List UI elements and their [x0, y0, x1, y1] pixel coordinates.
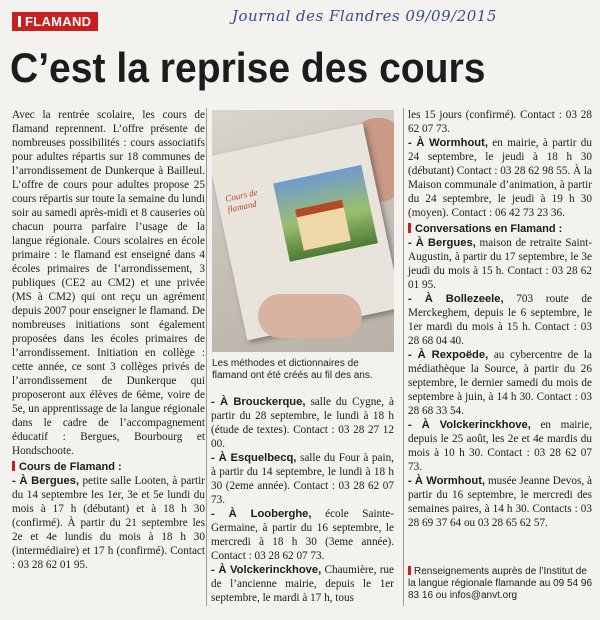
entry-looberghe: - À Looberghe, école Sainte-Germaine, à partir du 16 septembre, le mercredi à 18 h 30 (3eme année). Contact : 03 28 62 07 73.	[211, 508, 394, 562]
column-1	[12, 108, 205, 572]
entry-brouckerque: - À Brouckerque, salle du Cygne, à partir du 28 septembre, le lundi à 18 h (étude de textes). Contact : 03 28 27 12 00.	[211, 396, 394, 450]
entry-esquelbecq: - À Esquelbecq, salle du Four à pain, à partir du 14 septembre, le lundi à 18 h 30 (2eme année). Contact : 03 28 62 07 73.	[211, 452, 394, 506]
column-rule-left	[206, 108, 207, 606]
entry-wormhout: - À Wormhout, en mairie, à partir du 24 septembre, le jeudi à 18 h 30 (débutant) Contact : 03 28 62 98 55. À la Maison communale d’animation, à partir du 24 septembre, le jeudi à 19 h 30 (moyen). Contact : 06 42 73 23 36.	[408, 137, 592, 219]
column-2	[211, 395, 394, 605]
info-box: Renseignements auprès de l’Institut de la langue régionale flamande au 09 54 96 83 16 ou infos@anvt.org	[408, 566, 593, 601]
conv-rexpoede: - À Rexpoëde, au cybercentre de la médiathèque la Source, à partir du 26 septembre, le dernier samedi du mois de septembre à juin, à 14 h 30. Contact : 03 28 68 33 54.	[408, 349, 592, 417]
section-title-cours: Cours de Flamand :	[12, 460, 205, 474]
photo	[212, 110, 394, 352]
intro-paragraph: Avec la rentrée scolaire, les cours de flamand reprennent. L’offre présente de nombreuses possibilités : cours associatifs pour adultes répartis sur 18 communes de l’arrondissement de Dunkerque à Bailleul. L’offre de cours pour adultes propose 25 cours répartis sur toute la semaine du lundi soir au samedi après-midi et 8 causeries où chacun pourra parfaire l’usage de la langue régionale. Cours scolaires en école primaire : le flamand est enseigné dans 4 écoles primaires de l’arrondissement, 3 publiques (CE2 au CM2) et une privée (MS à CM2) qui ont reçu un agrément depuis 2007 pour enseigner le flamand. De nombreuses initiations sont également proposées dans les écoles primaires de l’arrondissement. Initiation en collège : cette année, ce sont 3 collèges privés de l’arrondissement de Dunkerque qui proposeront aux élèves de 6ème, voire de 5e, un apprentissage de la langue régionale dans le cadre de l’accompagnement éducatif : Bergues, Bourbourg et Hondschoote.	[12, 109, 205, 457]
conv-wormhout: - À Wormhout, musée Jeanne Devos, à partir du 16 septembre, le mercredi des semaines paires, à 14 h 30. Contacts : 03 28 69 37 64 ou 03 28 65 62 57.	[408, 475, 592, 529]
photo-hand-lower	[258, 294, 362, 338]
conv-volckerinckhove: - À Volckerinckhove, en mairie, depuis le 25 août, les 2e et 4e mardis du mois à 10 h 30. Contact : 03 28 62 07 73.	[408, 419, 592, 473]
section-tag-label: FLAMAND	[25, 14, 92, 29]
section-tag	[12, 12, 98, 31]
book-title: Cours de flamand	[224, 187, 259, 215]
photo-caption: Les méthodes et dictionnaires de flamand ont été créés au fil des ans.	[212, 358, 373, 381]
column-3	[408, 108, 592, 530]
continued-text: les 15 jours (confirmé). Contact : 03 28 62 07 73.	[408, 109, 592, 135]
section-title-conversations: Conversations en Flamand :	[408, 222, 592, 236]
entry-volckerinckhove: - À Volckerinckhove, Chaumière, rue de l’ancienne mairie, depuis le 1er septembre, le mardi à 17 h, tous	[211, 564, 394, 604]
conv-bollezeele: - À Bollezeele, 703 route de Merckeghem, depuis le 6 septembre, le 1er mardi du mois à 15 h. Contact : 03 28 68 04 40.	[408, 293, 592, 347]
column-rule-right	[403, 108, 404, 606]
conv-bergues: - À Bergues, maison de retraite Saint-Augustin, à partir du 17 septembre, le 3e jeudi du mois à 15 h. Contact : 03 28 62 01 95.	[408, 237, 592, 291]
headline: C’est la reprise des cours	[10, 44, 486, 91]
handwritten-note: Journal des Flandres 09/09/2015	[232, 7, 497, 25]
entry-bergues: - À Bergues, petite salle Looten, à partir du 14 septembre les 1er, 3e et 5e lundi du mois à 17 h (débutant) et à 18 h 30 (confirmé). À partir du 21 septembre les 2e et 4e lundis du mois à 18 h 30 (intermédiaire) et 17 h (confirmé). Contact : 03 28 62 01 95.	[12, 475, 205, 571]
